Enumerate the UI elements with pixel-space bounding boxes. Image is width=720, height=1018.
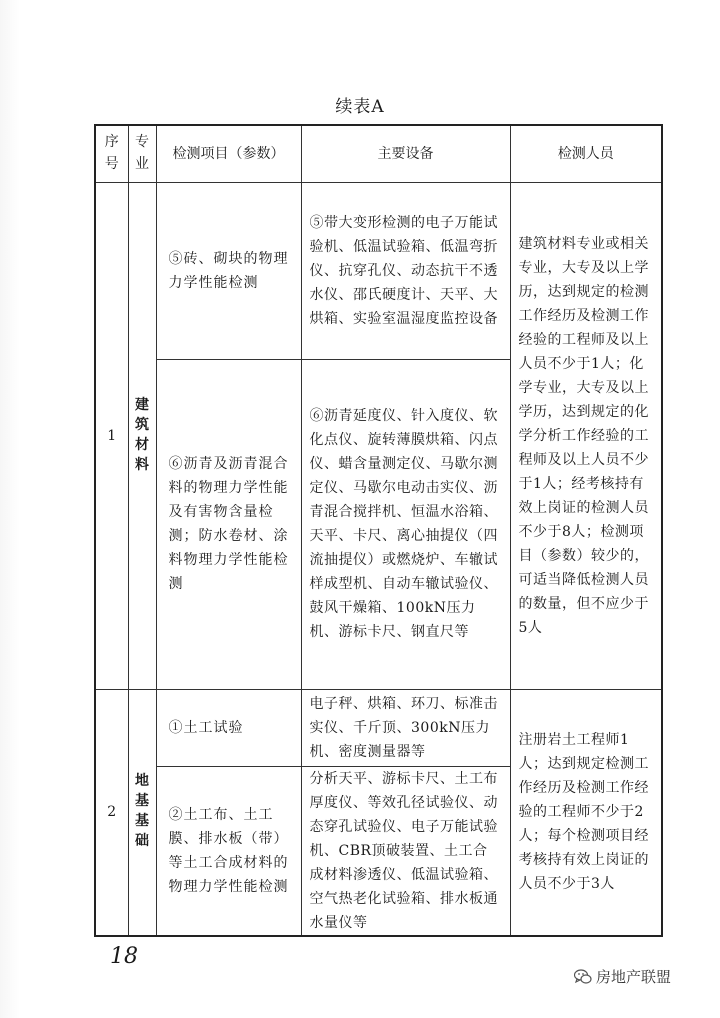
header-seq: 序号 [95,125,128,182]
personnel-cell: 建筑材料专业或相关专业，大专及以上学历，达到规定的检测工作经历及检测工作经验的工程师及以上人员不少于1人；化学专业，大专及以上学历，达到规定的化学分析工作经验的工程师及以上人员不少于1人；经考核持有效上岗证的检测人员不少于8人；检测项目（参数）较少的，可适当降低检测人员的数量，但不应少于5人 [510,182,662,689]
equipment-cell: ⑤带大变形检测的电子万能试验机、低温试验箱、低温弯折仪、抗穿孔仪、动态抗干不透水仪、邵氏硬度计、天平、大烘箱、实验室温湿度监控设备 [301,182,510,359]
item-cell: ⑤砖、砌块的物理力学性能检测 [156,182,301,359]
equipment-cell: ⑥沥青延度仪、针入度仪、软化点仪、旋转薄膜烘箱、闪点仪、蜡含量测定仪、马歇尔测定仪、马歇尔电动击实仪、沥青混合搅拌机、恒温水浴箱、天平、卡尺、离心抽提仪（四流抽提仪）或燃烧炉、车辙试样成型机、自动车辙试验仪、鼓风干燥箱、100kN压力机、游标卡尺、钢直尺等 [301,359,510,689]
page-title: 续表A [335,97,385,117]
header-major: 专业 [128,125,156,182]
personnel-cell: 注册岩土工程师1人；达到规定检测工作经历及检测工作经验的工程师不少于2人；每个检测项目经考核持有效上岗证的人员不少于3人 [510,689,662,936]
header-equipment: 主要设备 [301,125,510,182]
item-cell: ①土工试验 [156,689,301,766]
group-seq-cell: 1 [95,182,128,689]
equipment-cell: 电子秤、烘箱、环刀、标准击实仪、千斤顶、300kN压力机、密度测量器等 [301,689,510,766]
scan-edge-shadow [0,0,20,1018]
table-row [95,182,662,359]
item-cell: ②土工布、土工膜、排水板（带）等土工合成材料的物理力学性能检测 [156,766,301,936]
group-major-cell: 地基基础 [128,689,156,936]
header-personnel: 检测人员 [510,125,662,182]
group-seq-cell: 2 [95,689,128,936]
item-cell: ⑥沥青及沥青混合料的物理力学性能及有害物含量检测；防水卷材、涂料物理力学性能检测 [156,359,301,689]
detection-requirements-table [94,124,663,937]
group-major-cell: 建筑材料 [128,182,156,689]
header-item: 检测项目（参数） [156,125,301,182]
table-row [95,689,662,766]
equipment-cell: 分析天平、游标卡尺、土工布厚度仪、等效孔径试验仪、动态穿孔试验仪、电子万能试验机、CBR顶破装置、土工合成材料渗透仪、低温试验箱、空气热老化试验箱、排水板通水量仪等 [301,766,510,936]
watermark-text: 房地产联盟 [596,968,672,986]
table-header-row [95,125,662,182]
wechat-bubble-icon [574,969,592,985]
page-number: 18 [110,944,138,969]
watermark [574,966,671,987]
